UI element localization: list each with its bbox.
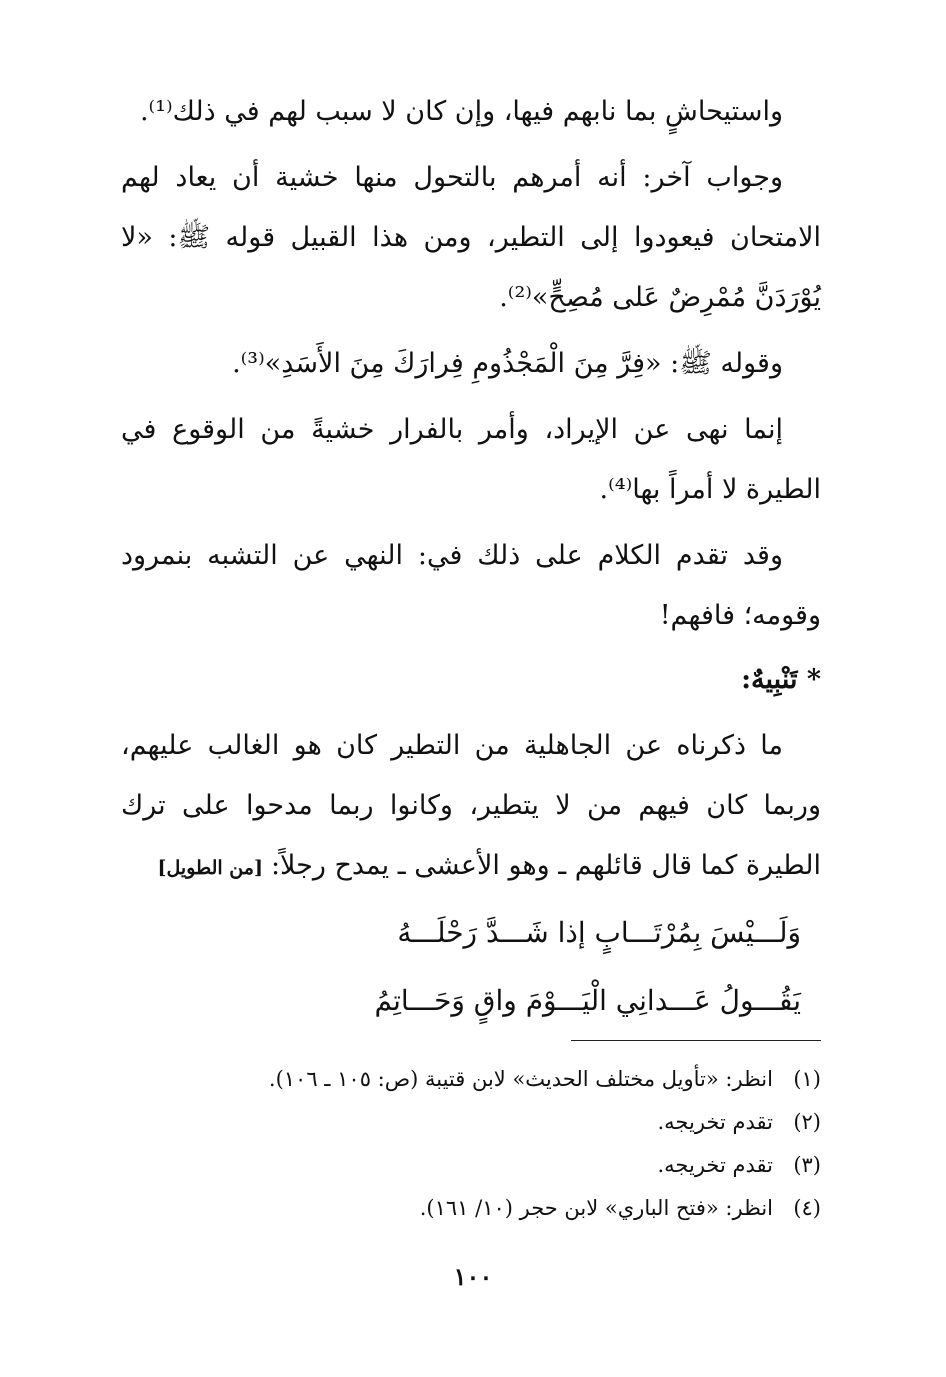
paragraph-6-text: ما ذكرناه عن الجاهلية من التطير كان هو الغالب عليهم، وربما كان فيهم من لا يتطير، وكانوا ربما مدحوا على ترك الطيرة كما قال قائلهم ـ وهو الأعشى ـ يمدح رجلاً:: [121, 730, 821, 881]
footnote-3: [121, 1144, 821, 1187]
footnote-text: انظر: «فتح الباري» لابن حجر (١٠/ ١٦١).: [419, 1196, 773, 1220]
section-heading: * تَنْبِيهٌ:: [741, 664, 821, 695]
paragraph-4: إنما نهى عن الإيراد، وأمر بالفرار خشيةً من الوقوع في الطيرة لا أمراً بها⁽⁴⁾.: [121, 414, 821, 505]
paragraph-3: وقوله ﷺ: «فِرَّ مِنَ الْمَجْذُومِ فِرارَكَ مِنَ الأَسَدِ»⁽³⁾.: [232, 348, 783, 379]
paragraph-6: [121, 716, 821, 898]
paragraph-1: واستيحاشٍ بما نابهم فيها، وإن كان لا سبب لهم في ذلك⁽¹⁾.: [139, 96, 783, 127]
footnote-divider: [571, 1040, 821, 1041]
footnote-number: (١): [793, 1067, 821, 1091]
verse-line-1: وَلَـــيْسَ بِمُرْتَـــابٍ إذا شَـــدَّ رَحْلَـــهُ: [397, 916, 801, 949]
footnote-4: [121, 1187, 821, 1230]
poetic-meter-label: [من الطويل]: [157, 857, 263, 879]
footnote-number: (٣): [793, 1153, 821, 1177]
footnote-number: (٤): [793, 1196, 821, 1220]
main-text: [121, 82, 821, 1034]
footnote-text: تقدم تخريجه.: [657, 1153, 773, 1177]
verse-line-2: يَقُـــولُ عَـــدانِي الْيَـــوْمَ واقٍ وَحَـــاتِمُ: [374, 984, 801, 1017]
footnote-1: [121, 1058, 821, 1101]
footnote-text: تقدم تخريجه.: [657, 1110, 773, 1134]
paragraph-2: وجواب آخر: أنه أمرهم بالتحول منها خشية أن يعاد لهم الامتحان فيعودوا إلى التطير، ومن هذا القبيل قوله ﷺ: «لا يُوْرَدَنَّ مُمْرِضٌ عَلى مُصِحٍّ»⁽²⁾.: [121, 162, 821, 313]
page-number: ١٠٠: [453, 1262, 493, 1291]
paragraph-5: وقد تقدم الكلام على ذلك في: النهي عن التشبه بنمرود وقومه؛ فافهم!: [121, 540, 821, 631]
footnote-2: [121, 1101, 821, 1144]
footnote-text: انظر: «تأويل مختلف الحديث» لابن قتيبة (ص: ١٠٥ ـ ١٠٦).: [268, 1067, 773, 1091]
footnotes: [121, 1058, 821, 1230]
footnote-number: (٢): [793, 1110, 821, 1134]
